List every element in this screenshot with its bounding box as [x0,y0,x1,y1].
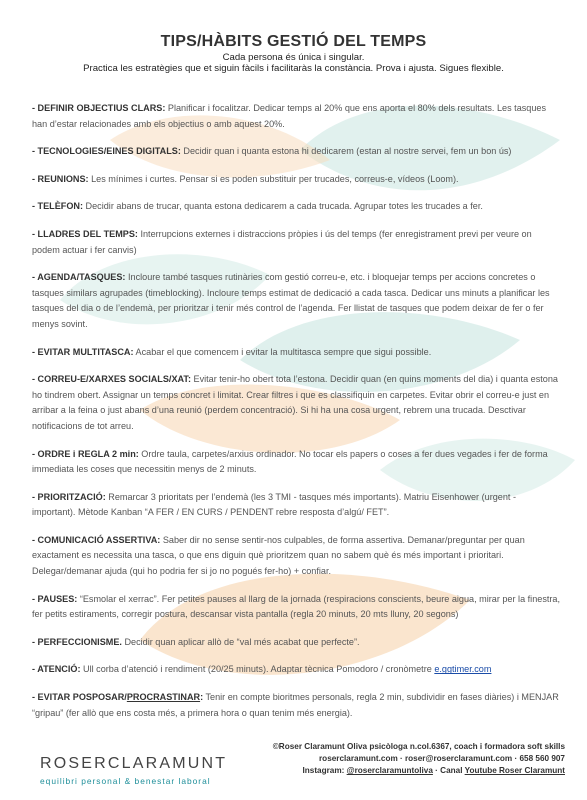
tip-text: Decidir quan i quanta estona hi dedicarem (estan al nostre servei, fem un bon ús) [180,146,512,157]
tip-item [32,101,560,132]
tip-heading: - COMUNICACIÓ ASSERTIVA: [32,534,161,545]
tip-item [32,172,560,188]
tip-heading: - DEFINIR OBJECTIUS CLARS: [32,103,166,113]
tip-heading: - ORDRE i REGLA 2 min: [32,448,139,459]
subtitle-line-1: Cada persona és única i singular. [222,52,365,63]
brand-logo-name: ROSERCLARAMUNT [40,755,228,772]
tip-heading: - EVITAR MULTITASCA: [32,346,134,357]
tip-heading: - CORREU-E/XARXES SOCIALS/XAT: [32,374,191,385]
tip-heading: - PERFECCIONISME. [32,636,122,647]
tip-text: Saber dir no sense sentir-nos culpables, de forma assertiva. Demanar/preguntar per quan exactament es necessita una tasca, o que ens diguin què prioritzem quan no sabem què és més important i prioritari. Delegar/demanar ajuda (qui ho podria fer si jo no pogués fer-ho) + confiar. [32,534,525,577]
tip-item [32,227,560,258]
tip-text: Acabar el que comencem i evitar la multitasca sempre que sigui possible. [133,346,432,357]
tip-text: “Esmolar el xerrac”. Fer petites pauses al llarg de la jornada (respiracions conscients, beure aigua, mirar per la finestra, fer petits estiraments, corregir postura, descansar vista pantalla (regla 20 minuts, 20 mts lluny, 20 segons) [32,593,561,620]
tip-text: Tenir en compte bioritmes personals, regla 2 min, subdividir en fases diàries) i MENJAR “gripau” (fer allò que ens costa més, a primera hora o quan tenim més energia). [32,692,559,718]
instagram-link[interactable]: @roserclaramuntoliva [346,766,433,775]
tip-item [32,690,560,721]
youtube-link[interactable]: Youtube Roser Claramunt [464,766,565,775]
tip-item [32,662,560,678]
footer-social-line [255,765,565,777]
tip-heading: - LLADRES DEL TEMPS: [32,228,138,239]
tip-heading: - TELÈFON: [32,201,84,212]
tip-text: Interrupcions externes i distraccions pròpies i ús del temps (fer enregistrament previ per veure on podem actuar i fer canvis) [32,228,532,255]
footer-contact-line: roserclaramunt.com · roser@roserclaramunt.com · 658 560 907 [319,754,565,763]
footer-contact [255,741,565,777]
tip-text: Evitar tenir-ho obert tota l’estona. Decidir quan (en quins moments del dia) i quanta estona ho tindrem obert. Assignar un temps concret i limitat. Crear filtres i que es classifiquin en carpetes. Evitar obrir el correu-e just en arribar a la feina o just abans d’una reunió (perdem concentració). Si hi ha una cosa urgent, rebrem una trucada. Desctivar notificacions de tot arreu. [32,374,558,431]
footer-credit-line: ©Roser Claramunt Oliva psicòloga n.col.6367, coach i formadora soft skills [272,742,565,751]
tip-text: Incloure també tasques rutinàries com gestió correu-e, etc. i bloquejar temps per accions concretes o tasques similars agrupades (timeblocking). Incloure temps estimat de dedicació a cada tasca. Dedicar uns minuts a planificar les tasques del dia o de l’endemà, per prioritzar i tenir més control de l’agenda. Fer llistat de tasques que podem deixar de fer o fer menys sovint. [32,272,550,329]
brand-logo-tagline: equilibri personal & benestar laboral [40,776,211,786]
tip-text: Decidir quan aplicar allò de “val més acabat que perfecte”. [121,636,360,647]
footer-channel-label: · Canal [432,766,465,775]
tip-heading: - PAUSES: [32,593,78,604]
tip-text: Decidir abans de trucar, quanta estona dedicarem a cada trucada. Agrupar totes les trucades a fer. [83,201,483,212]
page-title: TIPS/HÀBITS GESTIÓ DEL TEMPS [160,33,427,50]
tip-text: Ordre taula, carpetes/arxius ordinador. No tocar els papers o coses a fer dues vegades i fer de forma immediata les coses que necessitin menys de 2 minuts. [32,448,548,475]
tip-item [32,199,560,215]
tip-item [32,345,560,361]
tip-item [32,270,560,332]
tip-item [32,144,560,160]
tip-heading: - PRIORITZACIÓ: [32,491,106,502]
tip-heading: - AGENDA/TASQUES: [32,272,126,283]
tip-item [32,592,560,623]
tip-item [32,533,560,580]
tip-heading: - EVITAR POSPOSAR/ [32,692,127,703]
tip-item [32,372,560,434]
tip-item [32,490,560,521]
tip-item [32,635,560,651]
tip-text: Remarcar 3 prioritats per l’endemà (les 3 TMI - tasques més importants). Matriu Eisenhower (urgent - important). Mètode Kanban “A FER / EN CURS / PENDENT rebre resposta d’algú/ FET”. [32,491,516,518]
tip-heading-underlined: PROCRASTINAR [126,692,201,703]
subtitle-line-2: Practica les estratègies que et siguin fàcils i facilitaràs la constància. Prova i ajusta. Sigues flexible. [83,63,504,74]
tip-item [32,447,560,478]
tip-text: Ull corba d’atenció i rendiment (20/25 minuts). Adaptar tècnica Pomodoro / cronòmetre [80,664,435,675]
tip-heading-colon: : [200,692,204,703]
tip-heading: - REUNIONS: [32,173,89,184]
tip-text: Les mínimes i curtes. Pensar si es poden substituir per trucades, correus-e, vídeos (Loom). [88,173,459,184]
tip-text: Planificar i focalitzar. Dedicar temps al 20% que ens aporta el 80% dels resultats. Les tasques han d’estar relacionades amb els objectius o amb aquest 20%. [32,103,547,129]
tip-heading: - ATENCIÓ: [32,664,81,675]
eggtimer-link[interactable]: e.ggtimer.com [434,664,492,675]
footer-instagram-label: Instagram: [302,766,347,775]
tips-list [32,101,560,733]
tip-heading: - TECNOLOGIES/EINES DIGITALS: [32,146,181,157]
